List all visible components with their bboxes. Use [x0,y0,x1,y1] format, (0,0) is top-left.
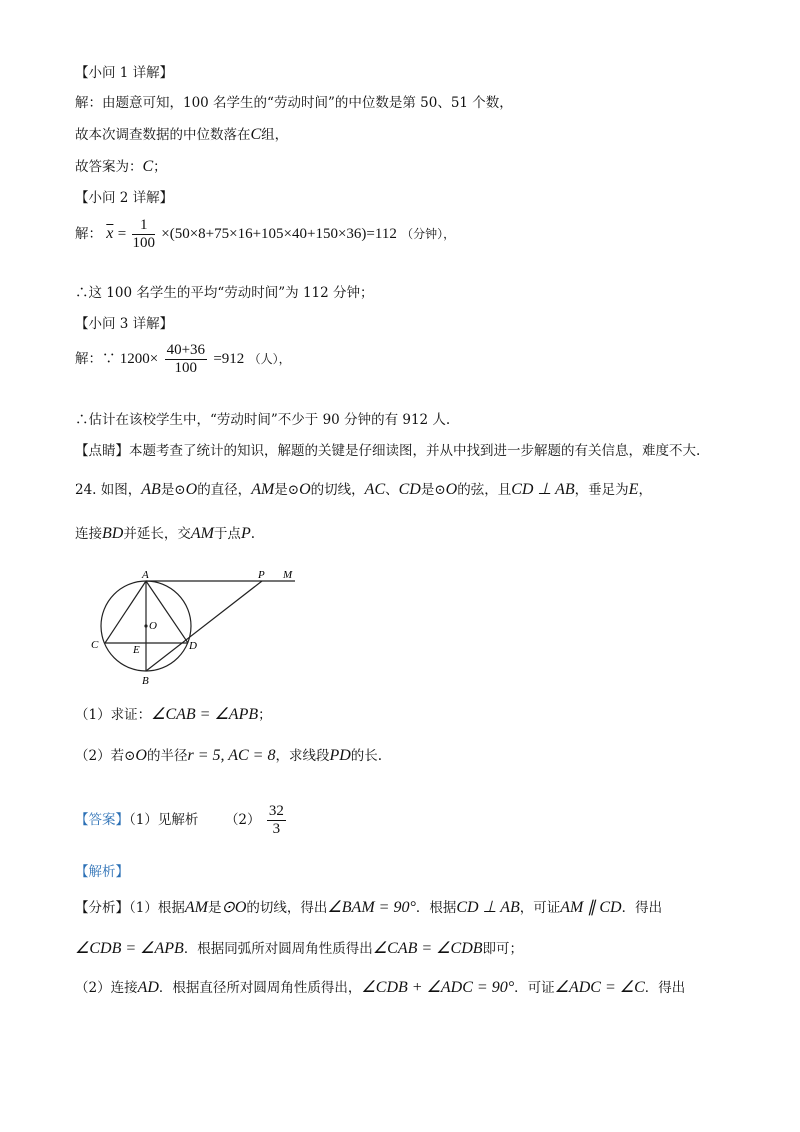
q3-formula [75,339,291,379]
math-expression: =912 [213,351,245,367]
math: PD [329,747,351,764]
text: （1）求证： [75,707,152,723]
label-c: C [91,639,99,651]
math: O [445,481,458,498]
math: AB [141,481,161,498]
math-c: C [250,126,262,143]
text: 的直径， [197,482,252,498]
p24-line-2 [75,524,255,544]
text: 组， [261,127,289,143]
math-xbar: $\overline{x}$ [106,225,114,242]
label-b: B [142,675,149,687]
q1-line-3 [75,157,167,177]
math: ∠CDB = ∠APB [75,940,184,957]
geometry-figure [85,565,305,690]
label-e: E [133,644,140,656]
text: ； [258,707,272,723]
line-ad [146,581,188,643]
text: 故答案为： [75,159,143,175]
math: AM ∥ CD [560,899,622,916]
analysis-line-3 [75,978,685,998]
q2-conclusion: ∴这 100 名学生的平均“劳动时间”为 112 分钟； [75,285,374,301]
math: AM [251,481,275,498]
math: O [299,481,311,498]
math: CD [398,481,421,498]
text: ， [638,482,652,498]
text: 的半径 [146,748,188,764]
analysis-line-1 [75,898,662,918]
text: 并延长，交 [123,526,191,542]
math: BD [102,525,124,542]
text: （1）见解析 [129,812,199,828]
math: E [628,481,639,498]
label-a: A [142,569,149,581]
label-p: P [258,569,265,581]
label-o: O [149,620,157,632]
q1-heading: 【小问 1 详解】 [75,65,174,81]
q2-formula [75,214,455,254]
text: . [250,526,256,542]
text: ； [153,159,167,175]
center-dot [144,624,147,627]
math-expression: 1200× [119,351,159,367]
math: AM [190,525,214,542]
text: 即可； [482,941,524,957]
text: ．可证 [514,980,555,996]
unit: （分钟）， [401,227,456,241]
math: AD [137,979,159,996]
denominator: 100 [174,360,198,376]
math: CD ⊥ AB [456,899,520,916]
analysis-line-2 [75,939,523,959]
answer-tag: 【答案】 [75,812,129,828]
text: ．根据直径所对圆周角性质得出， [158,980,362,996]
text: 的切线，得出 [246,900,328,916]
text: （2）连接 [75,980,138,996]
text: 的弦，且 [457,482,512,498]
numerator: 40+36 [166,342,206,358]
text: 的长. [350,748,383,764]
q3-heading: 【小问 3 详解】 [75,316,174,332]
numerator: 32 [268,803,284,819]
text: ，可证 [519,900,561,916]
text: 是 [207,900,222,916]
text: ，垂足为 [574,482,629,498]
math: ∠CAB = ∠CDB [372,940,483,957]
text: 是⊙ [420,482,446,498]
dianjing: 【点睛】本题考查了统计的知识，解题的关键是仔细读图，并从中找到进一步解题的有关信息，难度不大. [75,443,701,459]
text: 连接 [75,526,102,542]
math-eq: = [117,226,127,242]
q2-heading: 【小问 2 详解】 [75,190,174,206]
q3-conclusion: ∴估计在该校学生中，“劳动时间”不少于 90 分钟的有 912 人. [75,412,451,428]
q1-line-2 [75,125,288,145]
text: （2）若⊙ [75,748,136,764]
text: ．根据 [415,900,457,916]
text: 解：∵ [75,351,116,367]
text: 于点 [213,526,241,542]
unit: （人）， [248,352,291,366]
text: 24. 如图， [75,482,142,498]
text: 、 [385,482,399,498]
math: AC [364,481,386,498]
text: 故本次调查数据的中位数落在 [75,127,251,143]
math: ∠CAB = ∠APB [151,706,259,723]
numerator: 1 [132,217,155,235]
sub-question-1 [75,705,272,725]
analysis-tag: 【解析】 [75,864,129,880]
math: CD ⊥ AB [511,481,575,498]
text: ，求线段 [275,748,330,764]
math-fraction [165,342,207,377]
math: ⊙O [221,899,247,916]
denominator: 3 [272,821,281,837]
p24-line-1 [75,480,652,500]
q1-line-1: 解：由题意可知，100 名学生的“劳动时间”的中位数是第 50、51 个数， [75,95,513,111]
sub-question-2 [75,746,382,766]
text: 【分析】（1）根据 [75,900,185,916]
math: P [240,525,251,542]
line-bp [146,581,262,671]
label-d: D [189,640,197,652]
math: ∠BAM = 90° [327,899,416,916]
text: 的切线， [310,482,365,498]
answer-fraction [267,803,286,838]
text: ．得出 [621,900,663,916]
math-fraction [132,217,155,252]
text: 解： [75,226,102,242]
math: ∠CDB + ∠ADC = 90° [361,979,515,996]
text: ．得出 [644,980,686,996]
math: r = 5, AC = 8 [187,747,276,764]
math-expression: ×(50×8+75×16+105×40+150×36)=112 [161,226,397,242]
text: ．根据同弧所对圆周角性质得出 [183,941,373,957]
denominator: 100 [132,235,155,251]
chord-ac [105,581,146,643]
math: O [185,481,198,498]
answer [75,800,288,840]
math: O [135,747,147,764]
math: AM [184,899,208,916]
label-m: M [283,569,293,581]
math-c: C [142,158,154,175]
math: ∠ADC = ∠C [554,979,645,996]
text: （2） [224,812,261,828]
text: 是⊙ [160,482,186,498]
text: 是⊙ [274,482,300,498]
